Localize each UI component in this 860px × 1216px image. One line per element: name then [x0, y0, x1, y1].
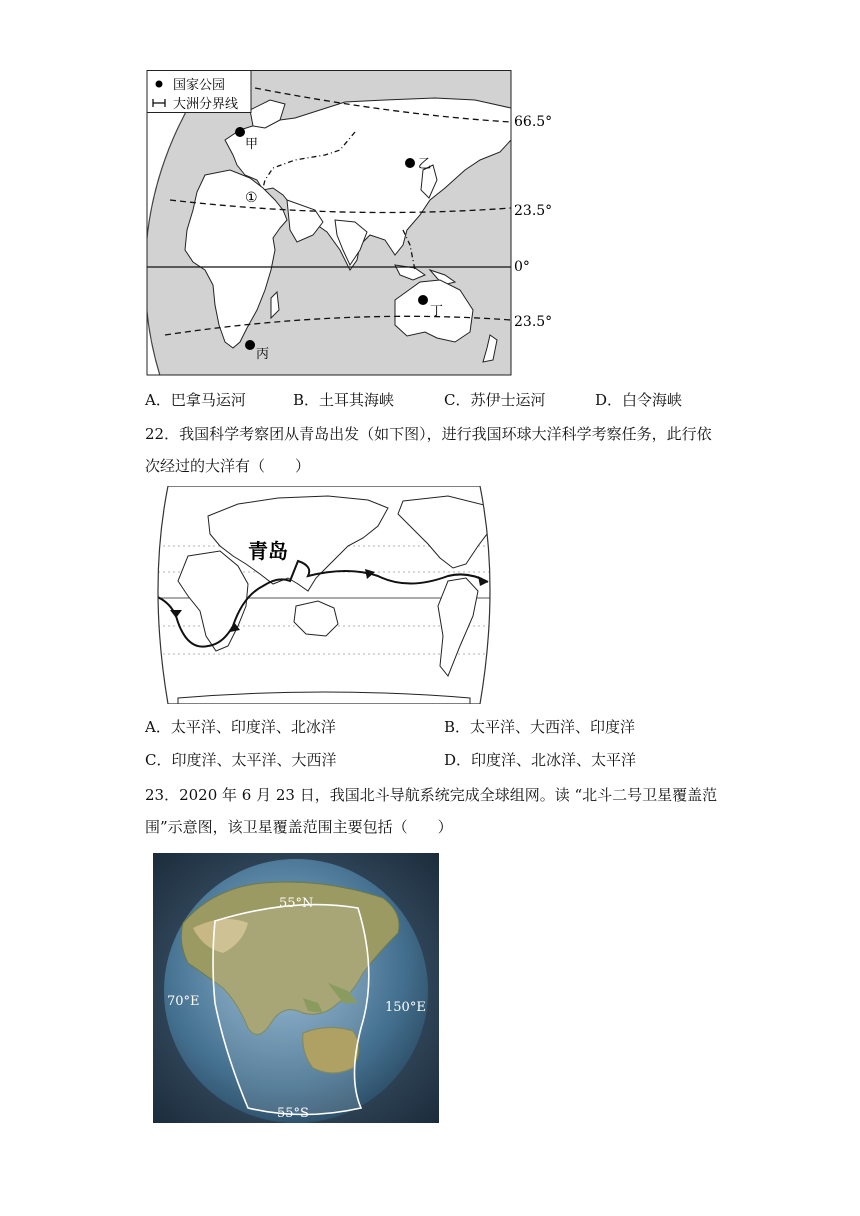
- qingdao-label: 青岛: [248, 539, 288, 563]
- lat-label-66-5: 66.5°: [514, 114, 553, 130]
- q22-stem-line2: 次经过的大洋有（ ）: [145, 457, 311, 475]
- q21-option-d[interactable]: D．白令海峡: [595, 391, 683, 409]
- lat-label-23-5-s: 23.5°: [514, 314, 553, 330]
- q21-option-b[interactable]: B．土耳其海峡: [293, 391, 395, 409]
- label-55s: 55°S: [277, 1106, 309, 1121]
- point-jia: [235, 127, 245, 137]
- q22-option-b[interactable]: B．太平洋、大西洋、印度洋: [444, 718, 636, 736]
- label-jia: 甲: [245, 137, 259, 152]
- label-bing: 丙: [256, 347, 270, 362]
- point-ding: [418, 295, 428, 305]
- label-55n: 55°N: [279, 896, 314, 911]
- q22-option-c[interactable]: C．印度洋、太平洋、大西洋: [145, 751, 337, 769]
- label-ding: 丁: [430, 304, 444, 319]
- q23-stem-line2: 围”示意图，该卫星覆盖范围主要包括（ ）: [145, 818, 453, 836]
- legend-boundary-label: 大洲分界线: [173, 97, 239, 112]
- q22-option-d[interactable]: D．印度洋、北冰洋、太平洋: [444, 751, 637, 769]
- continent-national-park-map: [145, 70, 565, 376]
- lat-label-0: 0°: [514, 259, 530, 275]
- label-one: ①: [245, 190, 258, 206]
- label-yi: 乙: [418, 157, 432, 172]
- beidou-coverage-globe: [153, 853, 439, 1123]
- expedition-route-map: [148, 486, 500, 704]
- legend-dot-icon: [156, 81, 163, 88]
- label-70e: 70°E: [167, 994, 200, 1009]
- lat-label-23-5-n: 23.5°: [514, 203, 553, 219]
- q21-option-c[interactable]: C．苏伊士运河: [444, 391, 546, 409]
- q23-stem-line1: 23．2020 年 6 月 23 日，我国北斗导航系统完成全球组网。读 “北斗二号卫星覆盖范: [145, 786, 718, 804]
- q22-stem-line1: 22．我国科学考察团从青岛出发（如下图），进行我国环球大洋科学考察任务，此行依: [145, 425, 712, 443]
- legend-park-label: 国家公园: [173, 78, 226, 93]
- q22-option-a[interactable]: A．太平洋、印度洋、北冰洋: [145, 718, 336, 736]
- point-bing: [245, 340, 255, 350]
- label-150e: 150°E: [385, 1000, 426, 1015]
- point-yi: [405, 158, 415, 168]
- q21-option-a[interactable]: A．巴拿马运河: [145, 391, 246, 409]
